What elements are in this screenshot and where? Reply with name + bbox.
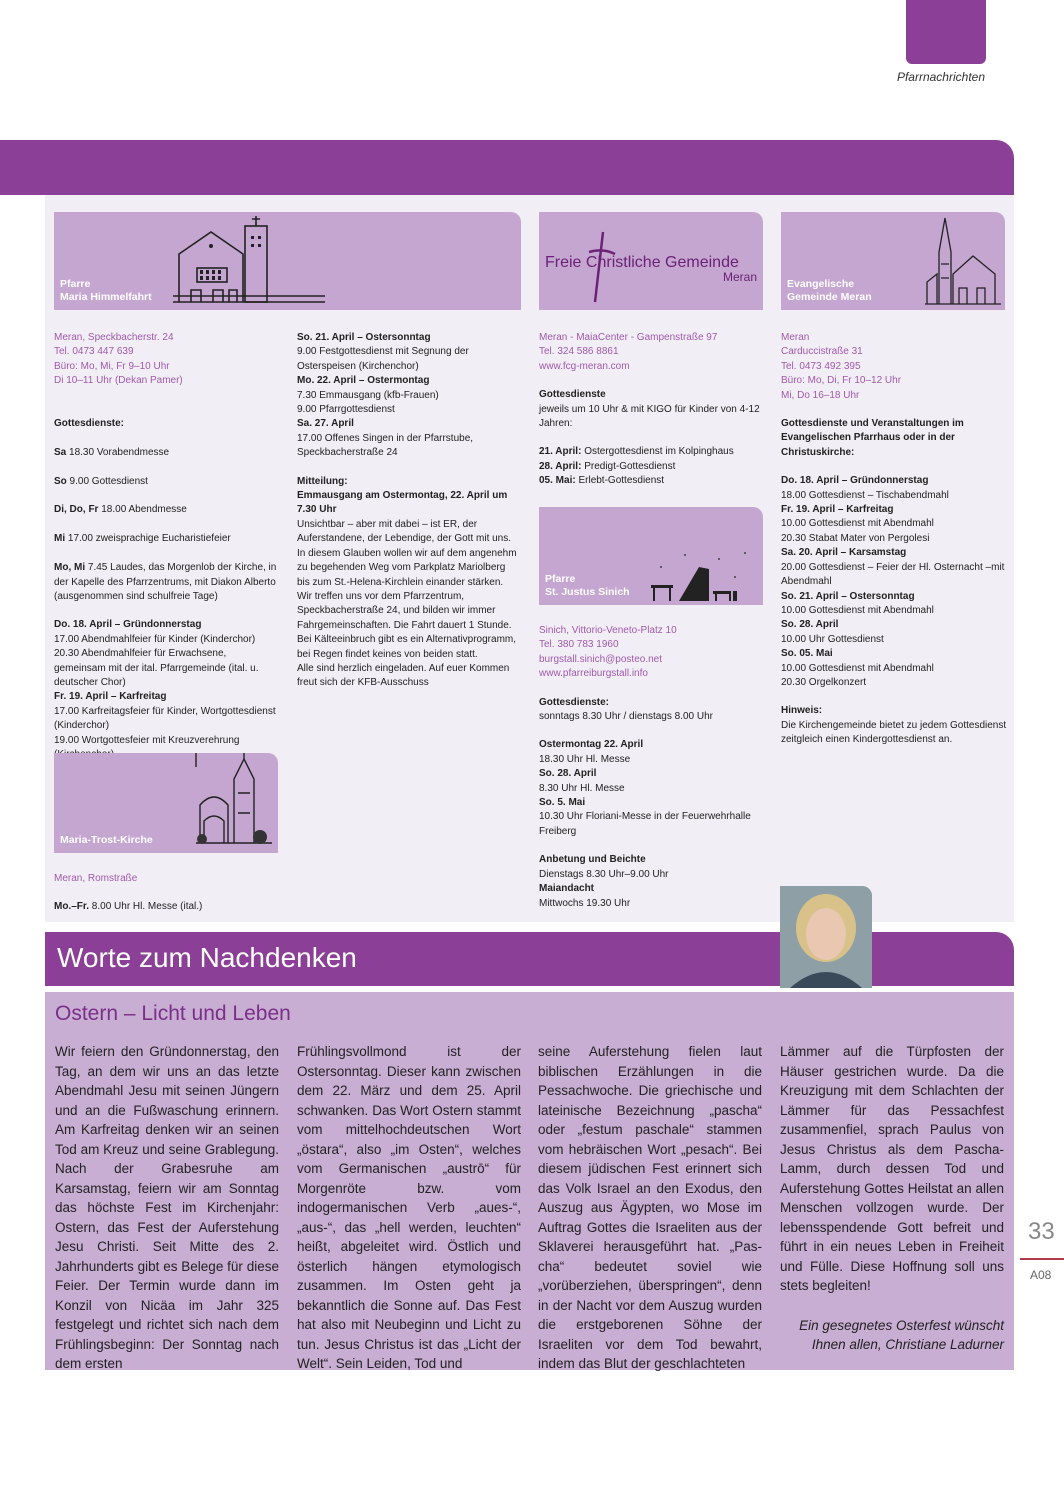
hinweis-heading: Hinweis: (781, 705, 823, 717)
article-column-2: Frühlingsvollmond ist der Ostersonntag. Dieser kann zwischen dem 22. März und dem 25. April schwanken. Das Wort Ostern stammt vom mittelhochdeutschen Wort „östara“, also „im Osten“, welches vom Germanischen „austrō“ für Morgenröte bzw. vom indogermanischen Verb „aues-“, „aus-“, das „hell werden, leuchten“ heißt, abgeleitet wird. Östlich und österlich hängen etymologisch zusammen. Im Osten geht ja bekanntlich die Sonne auf. Das Fest hat also mit Neubeginn und Licht zu tun. Jesus Christus ist das „Licht der Welt“. Sein Leiden, Tod und (297, 1044, 521, 1371)
fcg-gd-heading: Gottesdienste (539, 389, 606, 401)
nachdenken-subtitle: Ostern – Licht und Leben (55, 1002, 291, 1025)
church-illustration (169, 214, 329, 306)
nachdenken-title: Worte zum Nachdenken (57, 942, 357, 973)
maria-himmelfahrt-contact: Meran, Speckbacherstr. 24 Tel. 0473 447 639 Büro: Mo, Mi, Fr 9–10 Uhr Di 10–11 Uhr (Dekan Pamer) (54, 332, 183, 387)
event-text: Mittwochs 19.30 Uhr (539, 897, 631, 909)
evang-intro: Gottesdienste und Veranstaltungen im Evangelischen Pfarrhaus oder in der Christuskirche: (781, 418, 964, 458)
nachdenken-panel (45, 992, 1014, 1370)
church-illustration (194, 753, 274, 849)
sinich-gd-heading: Gottesdienste: (539, 696, 610, 708)
event-heading: So. 21. April – Ostersonntag (781, 590, 915, 602)
article-signature: Ein gesegnetes Osterfest wünscht Ihnen allen, Christiane Ladurner (799, 1317, 1004, 1352)
fcg-gd-text: jeweils um 10 Uhr & mit KIGO für Kinder von 4-12 Jahren: (539, 403, 760, 430)
maria-himmelfahrt-header (54, 212, 521, 310)
portrait-image (780, 886, 872, 988)
article-column-4 (780, 1042, 1004, 1355)
event-heading: Sa. 27. April (297, 418, 354, 430)
maria-himmelfahrt-column-2 (297, 331, 519, 691)
mitteilung-text: Unsichtbar – aber mit dabei – ist ER, der Auferstandene, der Lebendige, der Gott mit uns. In diesem Glauben wollen wir auf dem angenehm zu begehenden Weg vom Parkplatz Mariolberg bis zum St.-Helena-Kirchlein einander stärken. Wir treffen uns vor dem Pfarrzentrum, Speckbacherstraße 24, und bilden wir immer Fahrgemeinschaften. Die Fahrt dauert 1 Stunde. Bei Kälteeinbruch gibt es ein Alternativprogramm, bei Regen findet keines von beiden statt. Alle sind herzlich eingeladen. Auf euer Kommen freut sich der KFB-Ausschuss (297, 518, 517, 689)
fcg-item (539, 445, 761, 459)
gd-time: 17.00 zweisprachige Eucharistiefeier (65, 533, 231, 545)
author-photo (780, 886, 872, 988)
page-divider (1020, 1258, 1064, 1260)
evang-header (781, 212, 1005, 310)
event-heading: Do. 18. April – Gründonnerstag (54, 619, 202, 631)
article-column-3: seine Auferstehung fielen laut biblischen Erzählungen in die Pessachwoche. Die griechische und lateinische Bezeichnung „pascha“ oder „festum paschale“ stammen vom hebräischen Wort „pesach“. Bei diesem jüdischen Fest erinnert sich das Volk Israel an den Exodus, den Auszug aus Ägypten, wo Mose im Auftrag Gottes die Israeliten aus der Sklaverei herausgeführt hat. „Pas-cha“ bedeutet soviel wie „vorüberziehen, überspringen“, denn in der Nacht vor dem Auszug wurden die erstgeborenen Söhne der Israeliten vor dem Tod bewahrt, indem das Blut der geschlachteten (538, 1044, 762, 1371)
gd-time: 18.30 Vorabendmesse (66, 446, 170, 458)
gd-day: Di, Do, Fr (54, 504, 99, 516)
event-heading: So. 21. April – Ostersonntag (297, 332, 431, 343)
fcg-date: 05. Mai: (539, 475, 576, 487)
event-heading: Mo. 22. April – Ostermontag (297, 375, 430, 387)
page-number: 33 (1028, 1218, 1055, 1245)
event-text: 18.00 Gottesdienst – Tischabendmahl (781, 489, 949, 501)
section-tab (906, 0, 986, 64)
gd-time: 7.45 Laudes, das Morgenlob der Kirche, in der Kapelle des Pfarrzentrums, mit Diakon Alberto (ausgenommen sind schulfreie Tage) (54, 562, 277, 602)
fcg-item (539, 474, 761, 488)
event-heading: Sa. 20. April – Karsamstag (781, 547, 907, 559)
maria-trost-title: Maria-Trost-Kirche (60, 834, 153, 846)
article-column-4-text: Lämmer auf die Türpfosten der Häuser gestrichen wurde. Da die Kreuzigung mit dem Schlachten der Lämmer für das Pessachfest zusammenfiel, sprach Paulus von Jesus Christus als dem Pascha-Lamm, durch dessen Tod und Auferstehung Gottes Heilstat an allen Menschen vollzogen wurde. Der lebensspendende Gott befreit und führt in ein neues Leben in Freiheit und Fülle. Diese Hoffnung soll uns stets begleiten! (780, 1044, 1004, 1293)
event-heading: So. 05. Mai (781, 648, 833, 660)
gottesdienste-heading: Gottesdienste: (54, 418, 125, 430)
event-text: 17.00 Offenes Singen in der Pfarrstube, Speckbacherstraße 24 (297, 432, 474, 459)
sinich-column (539, 624, 761, 911)
event-text: 17.00 Abendmahlfeier für Kinder (Kinderchor) 20.30 Abendmahlfeier für Erwachsene, gemeinsam mit der ital. Pfarrgemeinde (ital. u. deutscher Chor) (54, 633, 259, 688)
mass-time: 8.00 Uhr Hl. Messe (ital.) (89, 901, 203, 913)
event-heading: Fr. 19. April – Karfreitag (54, 691, 167, 703)
fcg-logo-word: Christliche (585, 254, 666, 271)
event-heading: Fr. 19. April – Karfreitag (781, 504, 894, 516)
maria-trost-mass (54, 900, 280, 914)
event-text: 10.00 Gottesdienst mit Abendmahl 20.30 Stabat Mater von Pergolesi (781, 518, 934, 544)
maria-himmelfahrt-title: Pfarre Maria Himmelfahrt (60, 278, 152, 303)
event-heading: Anbetung und Beichte (539, 854, 646, 866)
evang-column (781, 331, 1007, 748)
top-band (0, 140, 1014, 195)
mitteilung-heading: Mitteilung: (297, 475, 348, 487)
fcg-date: 21. April: (539, 446, 582, 458)
evang-contact: Meran Carduccistraße 31 Tel. 0473 492 395 Büro: Mo, Di, Fr 10–12 Uhr Mi, Do 16–18 Uhr (781, 332, 902, 401)
mitteilung-subheading: Emmausgang am Ostermontag, 22. April um 7.30 Uhr (297, 490, 508, 516)
gd-day: Sa (54, 446, 67, 458)
maria-trost-address: Meran, Romstraße (54, 873, 138, 884)
event-text: 20.00 Gottesdienst – Feier der Hl. Osternacht –mit Abendmahl (781, 561, 1005, 588)
event-heading: So. 5. Mai (539, 797, 586, 809)
event-text: 10.00 Gottesdienst mit Abendmahl (781, 604, 934, 616)
event-text: 10.00 Gottesdienst mit Abendmahl 20.30 Orgelkonzert (781, 662, 934, 688)
sinich-gd-text: sonntags 8.30 Uhr / dienstags 8.00 Uhr (539, 711, 713, 723)
event-text: 10.30 Uhr Floriani-Messe in der Feuerwehrhalle Freiberg (539, 811, 751, 837)
fcg-date: 28. April: (539, 460, 582, 472)
church-illustration (923, 212, 1003, 308)
hinweis-text: Die Kirchengemeinde bietet zu jedem Gottesdienst zeitgleich einen Kindergottesdienst an. (781, 719, 1007, 746)
fcg-logo (545, 254, 739, 272)
fcg-logo-word: Gemeinde (665, 254, 739, 271)
gd-day: Mo, Mi (54, 562, 86, 574)
cross-icon (587, 230, 617, 304)
fcg-event: Ostergottesdienst im Kolpinghaus (581, 446, 734, 458)
sinich-contact: Sinich, Vittorio-Veneto-Platz 10 Tel. 380 783 1960 burgstall.sinich@posteo.net www.pfarreiburgstall.info (539, 625, 677, 680)
fcg-logo-word: Freie (545, 254, 586, 271)
gd-time: 9.00 Gottesdienst (66, 475, 148, 487)
sinich-header (539, 507, 763, 605)
sinich-title: Pfarre St. Justus Sinich (545, 573, 630, 598)
mass-days: Mo.–Fr. (54, 901, 90, 913)
event-text: 9.00 Festgottesdienst mit Segnung der Osterspeisen (Kirchenchor) (297, 346, 469, 372)
fcg-contact: Meran - MaiaCenter - Gampenstraße 97 Tel. 324 586 8861 www.fcg-meran.com (539, 332, 718, 372)
event-text: 17.00 Karfreitagsfeier für Kinder, Wortgottesdienst (Kinderchor) 19.00 Wortgottesfeier mit Kreuzverehrung (54, 705, 276, 746)
gd-time: 18.00 Abendmesse (98, 504, 187, 516)
event-text: Dienstags 8.30 Uhr–9.00 Uhr (539, 868, 669, 880)
page-code: A08 (1030, 1268, 1052, 1282)
section-label: Pfarrnachrichten (896, 70, 985, 84)
event-heading: Ostermontag 22. April (539, 739, 644, 751)
article-column-1: Wir feiern den Gründonnerstag, den Tag, an dem wir uns an das letzte Abendmahl Jesu mit seinen Jüngern und an die Fußwaschung erinnern. Am Karfreitag denken wir an seinen Tod am Kreuz und seine Grablegung. Nach der Grabesruhe am Karsamstag, feiern wir am Sonntag das höchste Fest im Kirchenjahr: Ostern, das Fest der Auferstehung Jesu Christi. Seit Mitte des 2. Jahrhunderts gibt es Belege für diese Feier. Der Termin wurde dann im Konzil von Nicäa im Jahr 325 festgelegt und richtet sich nach dem Frühlingsbeginn: Der Sonntag nach dem ersten (55, 1044, 279, 1371)
evang-title: Evangelische Gemeinde Meran (787, 278, 872, 303)
event-text: 8.30 Uhr Hl. Messe (539, 782, 625, 794)
maria-trost-header (54, 753, 278, 853)
event-heading: Do. 18. April – Gründonnerstag (781, 475, 929, 487)
event-text: 18.30 Uhr Hl. Messe (539, 753, 631, 765)
event-heading: Maiandacht (539, 883, 595, 895)
event-heading: So. 28. April (781, 619, 839, 631)
fcg-column (539, 331, 761, 489)
gd-day: Mi (54, 533, 66, 545)
maria-himmelfahrt-column (54, 331, 280, 791)
fcg-header (539, 212, 763, 310)
fcg-event: Predigt-Gottesdienst (581, 460, 676, 472)
fcg-event: Erlebt-Gottesdienst (575, 475, 665, 487)
church-illustration (649, 547, 759, 603)
event-text: 7.30 Emmausgang (kfb-Frauen) 9.00 Pfarrgottesdienst (297, 389, 439, 416)
fcg-logo-sub: Meran (722, 270, 757, 284)
fcg-item (539, 460, 761, 474)
event-heading: So. 28. April (539, 768, 597, 780)
event-text: 10.00 Uhr Gottesdienst (781, 633, 884, 645)
maria-trost-info (54, 872, 280, 915)
gd-day: So (54, 475, 67, 487)
gottesdienste-block (54, 403, 280, 605)
